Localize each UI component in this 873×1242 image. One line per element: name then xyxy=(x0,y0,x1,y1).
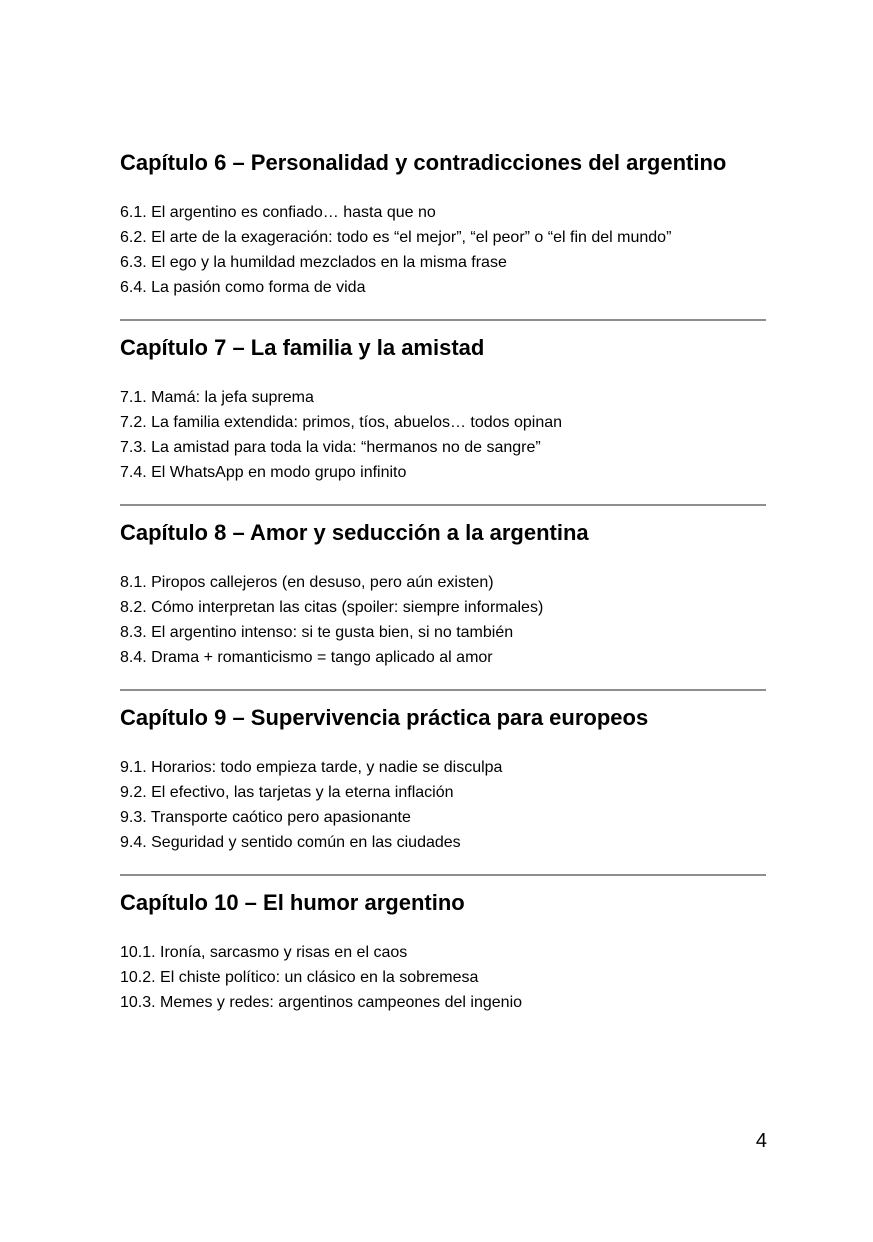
chapter-7-subsections xyxy=(120,385,766,485)
subsection-item: 10.2. El chiste político: un clásico en la sobremesa xyxy=(120,969,479,986)
section-divider xyxy=(120,689,766,691)
subsection-item: 8.4. Drama + romanticismo = tango aplicado al amor xyxy=(120,649,493,666)
subsection-item: 9.2. El efectivo, las tarjetas y la eterna inflación xyxy=(120,784,454,801)
chapter-6-heading: Capítulo 6 – Personalidad y contradicciones del argentino xyxy=(120,150,727,175)
table-of-contents xyxy=(120,146,766,1015)
subsection-item: 7.4. El WhatsApp en modo grupo infinito xyxy=(120,464,407,481)
subsection-item: 10.3. Memes y redes: argentinos campeones del ingenio xyxy=(120,994,523,1011)
subsection-item: 7.3. La amistad para toda la vida: “hermanos no de sangre” xyxy=(120,439,541,456)
subsection-item: 7.1. Mamá: la jefa suprema xyxy=(120,389,314,406)
chapter-10-subsections xyxy=(120,940,766,1015)
chapter-10-section xyxy=(120,886,766,1015)
subsection-item: 10.1. Ironía, sarcasmo y risas en el caos xyxy=(120,944,408,961)
chapter-9-section xyxy=(120,701,766,855)
page-number: 4 xyxy=(755,1130,767,1152)
section-divider xyxy=(120,319,766,321)
section-divider xyxy=(120,504,766,506)
subsection-item: 7.2. La familia extendida: primos, tíos, abuelos… todos opinan xyxy=(120,414,563,431)
chapter-7-heading: Capítulo 7 – La familia y la amistad xyxy=(120,335,485,360)
chapter-6-subsections xyxy=(120,200,766,300)
chapter-8-heading: Capítulo 8 – Amor y seducción a la argentina xyxy=(120,520,589,545)
subsection-item: 6.3. El ego y la humildad mezclados en la misma frase xyxy=(120,254,507,271)
subsection-item: 6.4. La pasión como forma de vida xyxy=(120,279,366,296)
chapter-6-section xyxy=(120,146,766,300)
chapter-7-section xyxy=(120,331,766,485)
chapter-9-heading: Capítulo 9 – Supervivencia práctica para europeos xyxy=(120,705,649,730)
chapter-10-heading: Capítulo 10 – El humor argentino xyxy=(120,890,465,915)
section-divider xyxy=(120,874,766,876)
subsection-item: 9.1. Horarios: todo empieza tarde, y nadie se disculpa xyxy=(120,759,503,776)
subsection-item: 9.4. Seguridad y sentido común en las ciudades xyxy=(120,834,461,851)
chapter-8-subsections xyxy=(120,570,766,670)
chapter-8-section xyxy=(120,516,766,670)
subsection-item: 6.2. El arte de la exageración: todo es “el mejor”, “el peor” o “el fin del mundo” xyxy=(120,229,672,246)
subsection-item: 9.3. Transporte caótico pero apasionante xyxy=(120,809,411,826)
subsection-item: 8.2. Cómo interpretan las citas (spoiler: siempre informales) xyxy=(120,599,544,616)
chapter-9-subsections xyxy=(120,755,766,855)
subsection-item: 6.1. El argentino es confiado… hasta que no xyxy=(120,204,436,221)
subsection-item: 8.3. El argentino intenso: si te gusta bien, si no también xyxy=(120,624,514,641)
subsection-item: 8.1. Piropos callejeros (en desuso, pero aún existen) xyxy=(120,574,494,591)
